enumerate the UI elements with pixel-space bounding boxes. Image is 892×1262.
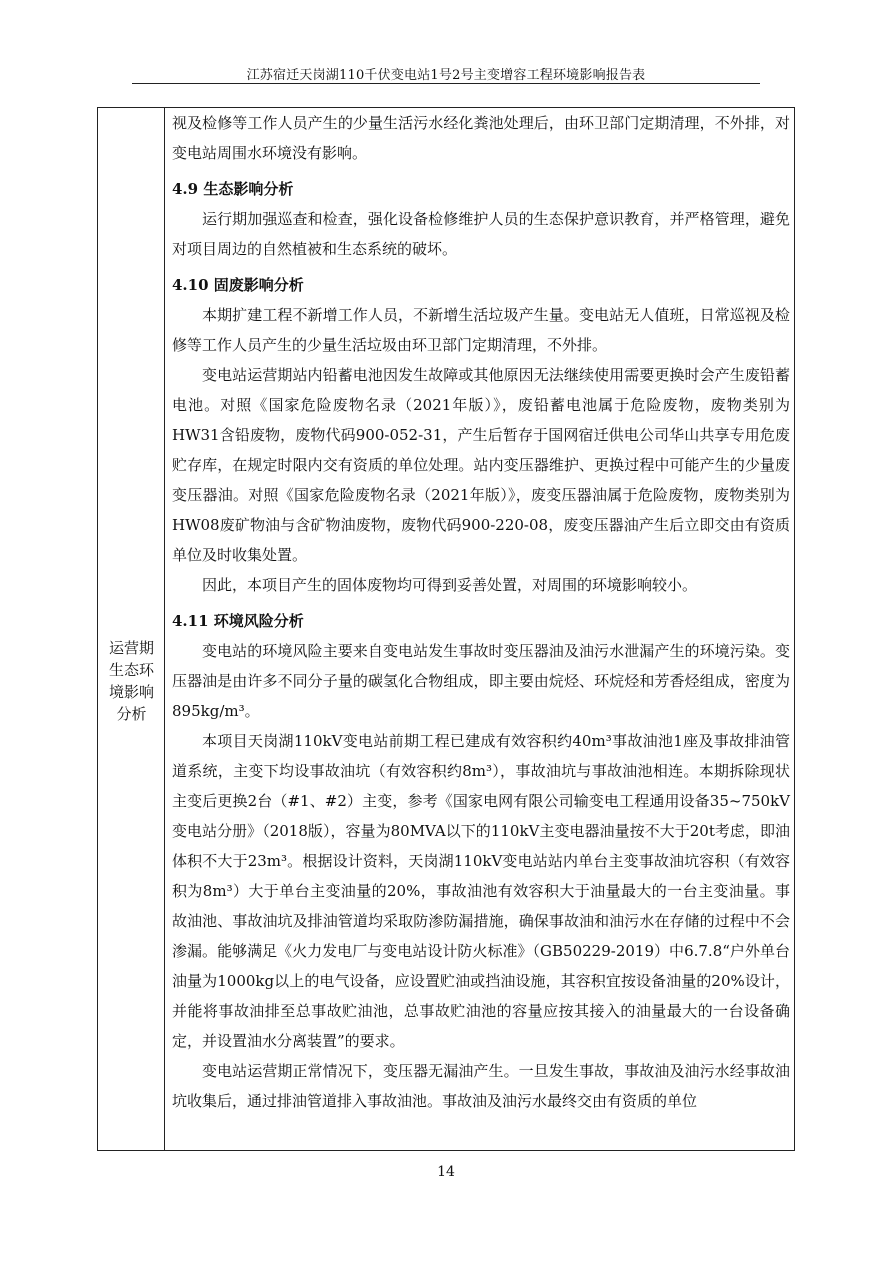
paragraph: 本项目天岗湖110kV变电站前期工程已建成有效容积约40m³事故油池1座及事故排油管道系统，主变下均设事故油坑（有效容积约8m³），事故油坑与事故油池相连。本期拆除现状主变后更换2台（#1、#2）主变，参考《国家电网有限公司输变电工程通用设备35~750kV变电站分册》（2018版），容量为80MVA以下的110kV主变电器油量按不大于20t考虑，即油体积不大于23m³。根据设计资料，天岗湖110kV变电站站内单台主变事故油坑容积（有效容积为8m³）大于单台主变油量的20%，事故油池有效容积大于油量最大的一台主变油量。事故油池、事故油坑及排油管道均采取防渗防漏措施，确保事故油和油污水在存储的过程中不会渗漏。能够满足《火力发电厂与变电站设计防火标准》（GB50229-2019）中6.7.8“户外单台油量为1000kg以上的电气设备，应设置贮油或挡油设施，其容积宜按设备油量的20%设计，并能将事故油排至总事故贮油池，总事故贮油池的容量应按其接入的油量最大的一台设备确定，并设置油水分离装置”的要求。 (172, 732, 790, 1050)
section-heading: 4.11 环境风险分析 (172, 612, 304, 630)
section-heading: 4.9 生态影响分析 (172, 180, 294, 198)
content-cell (172, 108, 790, 1116)
row-label: 运营期 生态环 境影响 分析 (108, 639, 154, 723)
page-number: 14 (437, 1164, 455, 1180)
paragraph: 运行期加强巡查和检查，强化设备检修维护人员的生态保护意识教育，并严格管理，避免对项目周边的自然植被和生态系统的破坏。 (172, 210, 790, 258)
paragraph: 因此，本项目产生的固体废物均可得到妥善处置，对周围的环境影响较小。 (202, 576, 698, 594)
row-label-cell (98, 108, 165, 1150)
paragraph: 本期扩建工程不新增工作人员，不新增生活垃圾产生量。变电站无人值班，日常巡视及检修等工作人员产生的少量生活垃圾由环卫部门定期清理，不外排。 (172, 306, 790, 354)
paragraph: 变电站的环境风险主要来自变电站发生事故时变压器油及油污水泄漏产生的环境污染。变压器油是由许多不同分子量的碳氢化合物组成，即主要由烷烃、环烷烃和芳香烃组成，密度为895kg/m³。 (172, 642, 790, 720)
paragraph: 视及检修等工作人员产生的少量生活污水经化粪池处理后，由环卫部门定期清理，不外排，对变电站周围水环境没有影响。 (172, 114, 790, 162)
paragraph: 变电站运营期站内铅蓄电池因发生故障或其他原因无法继续使用需要更换时会产生废铅蓄电池。对照《国家危险废物名录（2021年版）》，废铅蓄电池属于危险废物，废物类别为HW31含铅废物，废物代码900-052-31，产生后暂存于国网宿迁供电公司华山共享专用危废贮存库，在规定时限内交有资质的单位处理。站内变压器维护、更换过程中可能产生的少量废变压器油。对照《国家危险废物名录（2021年版）》，废变压器油属于危险废物，废物类别为HW08废矿物油与含矿物油废物，废物代码900-220-08，废变压器油产生后立即交由有资质单位及时收集处置。 (172, 366, 790, 564)
paragraph: 变电站运营期正常情况下，变压器无漏油产生。一旦发生事故，事故油及油污水经事故油坑收集后，通过排油管道排入事故油池。事故油及油污水最终交由有资质的单位 (172, 1062, 790, 1110)
header-rule (132, 83, 760, 84)
report-table (97, 107, 795, 1151)
header-title: 江苏宿迁天岗湖110千伏变电站1号2号主变增容工程环境影响报告表 (246, 68, 646, 83)
section-heading: 4.10 固废影响分析 (172, 276, 304, 294)
